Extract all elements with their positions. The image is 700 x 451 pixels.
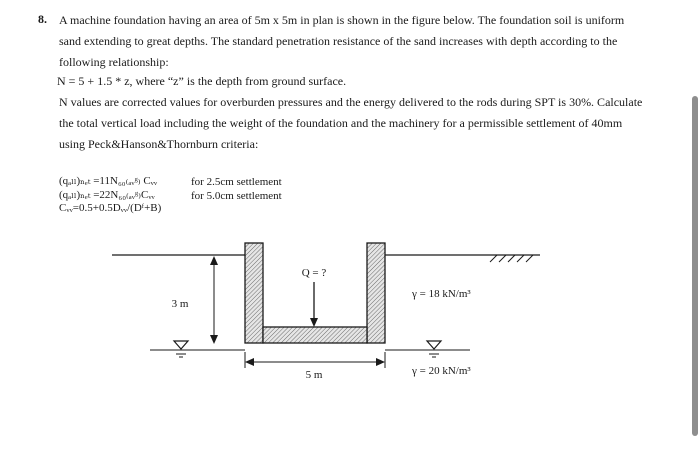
width-arrow-right xyxy=(376,358,385,366)
foundation-base-slab xyxy=(263,327,367,343)
foundation-left-wall xyxy=(245,243,263,343)
depth-arrow-top xyxy=(210,256,218,265)
width-label: 5 m xyxy=(305,369,323,381)
ground-hatch-symbol xyxy=(490,255,533,262)
problem-line: A machine foundation having an area of 5m x 5m in plan is shown in the figure below. The foundation soil is uniform xyxy=(59,13,625,27)
load-arrow-head xyxy=(310,318,318,327)
water-table-right xyxy=(385,341,470,357)
vertical-scrollbar[interactable] xyxy=(690,0,700,451)
question-number: 8. xyxy=(38,12,47,26)
foundation-right-wall xyxy=(367,243,385,343)
scrollbar-thumb[interactable] xyxy=(692,96,698,436)
problem-line: N values are corrected values for overburden pressures and the energy delivered to the rods during SPT is 30%. Calculate xyxy=(59,95,643,109)
load-label: Q = ? xyxy=(301,267,327,279)
water-table-left xyxy=(150,341,245,357)
formula-50cm: (qₐₗₗ)ₙₑₜ =22N₆₀₍ₐᵥᵍ₎Cᵥᵥ xyxy=(59,188,155,201)
formula-25cm: (qₐₗₗ)ₙₑₜ =11N₆₀₍ₐᵥᵍ₎ Cᵥᵥ xyxy=(59,175,158,187)
gamma-upper-label: γ = 18 kN/m³ xyxy=(412,288,471,300)
depth-arrow-bottom xyxy=(210,335,218,344)
problem-line: using Peck&Hanson&Thornburn criteria: xyxy=(59,136,259,151)
formula-cw: Cᵥᵥ=0.5+0.5Dᵥᵥ/(Dᶠ+B) xyxy=(59,202,162,214)
width-arrow-left xyxy=(245,358,254,366)
spt-relationship: N = 5 + 1.5 * z, where “z” is the depth from ground surface. xyxy=(57,74,347,88)
gamma-lower-label: γ = 20 kN/m³ xyxy=(412,365,471,377)
note-25cm: for 2.5cm settlement xyxy=(191,176,282,188)
depth-label: 3 m xyxy=(171,298,189,310)
note-50cm: for 5.0cm settlement xyxy=(191,190,282,202)
problem-line: the total vertical load including the weight of the foundation and the machinery for a permissible settlement of 40mm xyxy=(59,115,623,130)
problem-line: sand extending to great depths. The standard penetration resistance of the sand increases with depth according to the xyxy=(59,33,618,48)
problem-line: following relationship: xyxy=(59,54,169,69)
